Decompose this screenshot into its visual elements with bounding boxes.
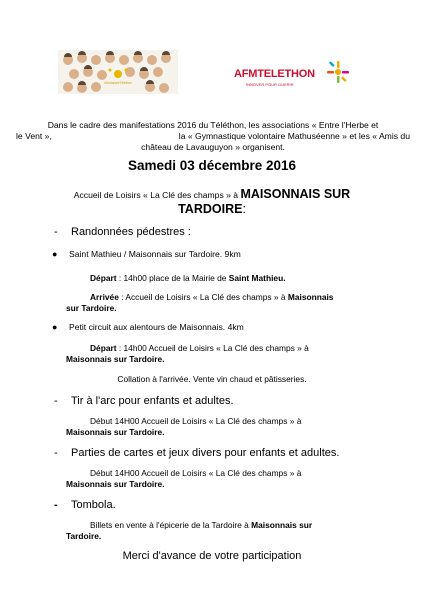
tir-title: Tir à l'arc pour enfants et adultes. [71, 395, 234, 407]
bullet-icon: ● [52, 249, 58, 259]
tombola-place-2: Tardoire. [66, 531, 102, 541]
tombola-title: Tombola. [71, 499, 116, 511]
telethon-star-icon [326, 60, 350, 84]
collation-text: Collation à l'arrivée. Vente vin chaud et pâtisseries. [117, 374, 307, 384]
bullet-icon: ● [52, 322, 58, 332]
rando-route-2: Petit circuit aux alentours de Maisonnais. 4km [69, 322, 244, 332]
intro-paragraph [14, 120, 412, 153]
event-date: Samedi 03 décembre 2016 [127, 158, 297, 173]
depart-place: Saint Mathieu. [228, 273, 286, 283]
depart2-place: Maisonnais sur Tardoire. [66, 354, 165, 364]
tombola-place-1: Maisonnais sur [251, 520, 313, 530]
rando-route-1: Saint Mathieu / Maisonnais sur Tardoire. 9km [69, 249, 241, 259]
rando-depart-1 [90, 273, 286, 284]
arrivee-label: Arrivée [90, 292, 119, 302]
depart2-place-line [66, 354, 165, 365]
intro-line-3: château de Lavauguyon » organisent. [141, 142, 285, 152]
depart2-text: : 14h00 Accueil de Loisirs « La Clé des champs » à [116, 343, 309, 353]
intro-line-2a: le Vent », [16, 131, 52, 141]
rando-arrivee [90, 292, 390, 303]
tir-dash: - [54, 395, 58, 407]
arrivee-place-1: Maisonnais [287, 292, 334, 302]
banner-caption: #OndansleTéléthon [104, 81, 132, 85]
arrivee-place-2-line [66, 303, 117, 314]
rando-title: Randonnées pédestres : [71, 226, 191, 238]
jeux-line-1: Début 14H00 Accueil de Loisirs « La Clé des champs » à [90, 468, 302, 478]
arrivee-place-2: sur Tardoire. [66, 303, 117, 313]
venue-suffix: : [242, 202, 246, 216]
banner-faces-image [58, 50, 178, 94]
rando-depart-2 [90, 343, 309, 354]
afm-telethon-logo [234, 60, 354, 96]
intro-line-2b: la « Gymnastique volontaire Mathuséenne » et les « Amis du [178, 131, 410, 141]
jeux-title: Parties de cartes et jeux divers pour enfants et adultes. [71, 447, 340, 459]
intro-line-1: Dans le cadre des manifestations 2016 du Téléthon, les associations « Entre l'Herbe et [47, 120, 379, 130]
venue-prefix: Accueil de Loisirs « La Clé des champs » à [73, 190, 241, 200]
tombola-line-1 [90, 520, 312, 531]
tir-line-1: Début 14H00 Accueil de Loisirs « La Clé des champs » à [90, 416, 302, 426]
jeux-place: Maisonnais sur Tardoire. [66, 479, 165, 489]
venue-line-1 [0, 187, 424, 201]
depart-text: : 14h00 place de la Mairie de [116, 273, 229, 283]
depart-label: Départ [90, 273, 117, 283]
arrivee-text: : Accueil de Loisirs « La Clé des champs » à [118, 292, 288, 302]
jeux-place-line [66, 479, 165, 490]
closing-text: Merci d'avance de votre participation [122, 550, 302, 562]
tir-place-line [66, 427, 165, 438]
tombola-place-line [66, 531, 101, 542]
intro-line-2 [14, 131, 412, 142]
venue-place-2: TARDOIRE [178, 202, 243, 216]
venue-line-2 [0, 202, 424, 216]
rando-dash: - [54, 226, 58, 238]
venue-place-1: MAISONNAIS SUR [240, 187, 351, 201]
logo-tagline: INNOVER POUR GUERIR [246, 82, 294, 87]
telethon-banner [58, 50, 178, 94]
tombola-dash: - [54, 499, 58, 511]
tombola-text: Billets en vente à l'épicerie de la Tardoire à [90, 520, 252, 530]
depart2-label: Départ [90, 343, 117, 353]
logo-text: AFMTELETHON [234, 68, 315, 80]
tir-place: Maisonnais sur Tardoire. [66, 427, 165, 437]
jeux-dash: - [54, 447, 58, 459]
